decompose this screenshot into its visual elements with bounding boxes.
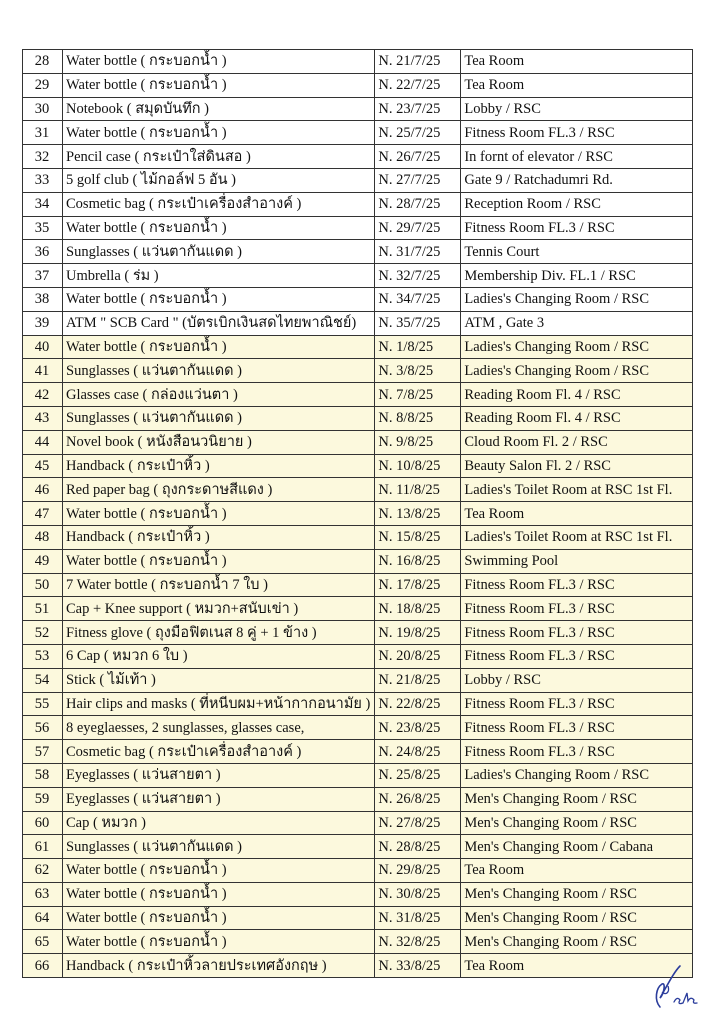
table-row bbox=[23, 264, 693, 288]
found-location: Fitness Room FL.3 / RSC bbox=[461, 621, 693, 645]
found-date-code: N. 17/8/25 bbox=[375, 573, 461, 597]
lost-and-found-table bbox=[22, 49, 693, 978]
table-body bbox=[23, 50, 693, 978]
found-location: Men's Changing Room / RSC bbox=[461, 906, 693, 930]
found-date-code: N. 27/8/25 bbox=[375, 811, 461, 835]
found-date-code: N. 31/8/25 bbox=[375, 906, 461, 930]
table-row bbox=[23, 930, 693, 954]
found-date-code: N. 30/8/25 bbox=[375, 882, 461, 906]
table-row bbox=[23, 97, 693, 121]
row-number: 28 bbox=[23, 50, 63, 74]
found-date-code: N. 23/8/25 bbox=[375, 716, 461, 740]
found-location: Gate 9 / Ratchadumri Rd. bbox=[461, 168, 693, 192]
item-description: Water bottle ( กระบอกน้ำ ) bbox=[63, 906, 375, 930]
item-description: 7 Water bottle ( กระบอกน้ำ 7 ใบ ) bbox=[63, 573, 375, 597]
found-date-code: N. 25/7/25 bbox=[375, 121, 461, 145]
table-row bbox=[23, 621, 693, 645]
found-date-code: N. 29/8/25 bbox=[375, 859, 461, 883]
item-description: 5 golf club ( ไม้กอล์ฟ 5 อัน ) bbox=[63, 168, 375, 192]
row-number: 57 bbox=[23, 740, 63, 764]
item-description: Water bottle ( กระบอกน้ำ ) bbox=[63, 930, 375, 954]
found-location: Fitness Room FL.3 / RSC bbox=[461, 597, 693, 621]
table-row bbox=[23, 906, 693, 930]
found-location: Ladies's Changing Room / RSC bbox=[461, 763, 693, 787]
table-row bbox=[23, 692, 693, 716]
table-row bbox=[23, 73, 693, 97]
found-location: Fitness Room FL.3 / RSC bbox=[461, 644, 693, 668]
handwritten-signature bbox=[640, 962, 710, 1012]
found-date-code: N. 26/7/25 bbox=[375, 145, 461, 169]
found-location: Fitness Room FL.3 / RSC bbox=[461, 216, 693, 240]
item-description: Handback ( กระเป๋าหิ้ว ) bbox=[63, 525, 375, 549]
item-description: Sunglasses ( แว่นตากันแดด ) bbox=[63, 835, 375, 859]
table-row bbox=[23, 882, 693, 906]
found-location: Men's Changing Room / RSC bbox=[461, 811, 693, 835]
item-description: Water bottle ( กระบอกน้ำ ) bbox=[63, 335, 375, 359]
row-number: 52 bbox=[23, 621, 63, 645]
row-number: 56 bbox=[23, 716, 63, 740]
row-number: 59 bbox=[23, 787, 63, 811]
item-description: Water bottle ( กระบอกน้ำ ) bbox=[63, 287, 375, 311]
found-location: Swimming Pool bbox=[461, 549, 693, 573]
found-date-code: N. 13/8/25 bbox=[375, 502, 461, 526]
found-date-code: N. 28/7/25 bbox=[375, 192, 461, 216]
found-location: Membership Div. FL.1 / RSC bbox=[461, 264, 693, 288]
found-location: Tea Room bbox=[461, 954, 693, 978]
found-date-code: N. 32/7/25 bbox=[375, 264, 461, 288]
table-row bbox=[23, 597, 693, 621]
row-number: 39 bbox=[23, 311, 63, 335]
row-number: 46 bbox=[23, 478, 63, 502]
table-row bbox=[23, 668, 693, 692]
row-number: 63 bbox=[23, 882, 63, 906]
table-row bbox=[23, 763, 693, 787]
item-description: Water bottle ( กระบอกน้ำ ) bbox=[63, 216, 375, 240]
item-description: Cosmetic bag ( กระเป๋าเครื่องสำอางค์ ) bbox=[63, 740, 375, 764]
row-number: 65 bbox=[23, 930, 63, 954]
row-number: 58 bbox=[23, 763, 63, 787]
item-description: Notebook ( สมุดบันทึก ) bbox=[63, 97, 375, 121]
item-description: Hair clips and masks ( ที่หนีบผม+หน้ากากอนามัย ) bbox=[63, 692, 375, 716]
table-row bbox=[23, 549, 693, 573]
row-number: 32 bbox=[23, 145, 63, 169]
row-number: 34 bbox=[23, 192, 63, 216]
signature-icon bbox=[640, 962, 710, 1012]
found-date-code: N. 28/8/25 bbox=[375, 835, 461, 859]
found-date-code: N. 16/8/25 bbox=[375, 549, 461, 573]
found-location: Tea Room bbox=[461, 50, 693, 74]
row-number: 30 bbox=[23, 97, 63, 121]
row-number: 53 bbox=[23, 644, 63, 668]
row-number: 40 bbox=[23, 335, 63, 359]
found-location: Lobby / RSC bbox=[461, 668, 693, 692]
row-number: 45 bbox=[23, 454, 63, 478]
table-row bbox=[23, 716, 693, 740]
found-date-code: N. 35/7/25 bbox=[375, 311, 461, 335]
row-number: 50 bbox=[23, 573, 63, 597]
row-number: 62 bbox=[23, 859, 63, 883]
item-description: Cosmetic bag ( กระเป๋าเครื่องสำอางค์ ) bbox=[63, 192, 375, 216]
item-description: Novel book ( หนังสือนวนิยาย ) bbox=[63, 430, 375, 454]
found-date-code: N. 20/8/25 bbox=[375, 644, 461, 668]
item-description: Handback ( กระเป๋าหิ้ว ) bbox=[63, 454, 375, 478]
table-row bbox=[23, 811, 693, 835]
item-description: Pencil case ( กระเป๋าใส่ดินสอ ) bbox=[63, 145, 375, 169]
found-location: Ladies's Changing Room / RSC bbox=[461, 287, 693, 311]
found-date-code: N. 25/8/25 bbox=[375, 763, 461, 787]
found-location: Reception Room / RSC bbox=[461, 192, 693, 216]
item-description: 8 eyeglaesses, 2 sunglasses, glasses case, bbox=[63, 716, 375, 740]
table-row bbox=[23, 430, 693, 454]
table-row bbox=[23, 192, 693, 216]
found-location: Fitness Room FL.3 / RSC bbox=[461, 716, 693, 740]
found-date-code: N. 22/8/25 bbox=[375, 692, 461, 716]
row-number: 54 bbox=[23, 668, 63, 692]
item-description: Eyeglasses ( แว่นสายตา ) bbox=[63, 763, 375, 787]
table-row bbox=[23, 859, 693, 883]
found-location: Ladies's Changing Room / RSC bbox=[461, 335, 693, 359]
found-location: Fitness Room FL.3 / RSC bbox=[461, 740, 693, 764]
found-location: Cloud Room Fl. 2 / RSC bbox=[461, 430, 693, 454]
found-location: Ladies's Toilet Room at RSC 1st Fl. bbox=[461, 525, 693, 549]
table-row bbox=[23, 145, 693, 169]
found-location: Tea Room bbox=[461, 73, 693, 97]
found-location: Fitness Room FL.3 / RSC bbox=[461, 121, 693, 145]
item-description: Sunglasses ( แว่นตากันแดด ) bbox=[63, 359, 375, 383]
item-description: Water bottle ( กระบอกน้ำ ) bbox=[63, 859, 375, 883]
found-date-code: N. 1/8/25 bbox=[375, 335, 461, 359]
found-date-code: N. 9/8/25 bbox=[375, 430, 461, 454]
table-row bbox=[23, 954, 693, 978]
row-number: 36 bbox=[23, 240, 63, 264]
found-date-code: N. 26/8/25 bbox=[375, 787, 461, 811]
found-location: Reading Room Fl. 4 / RSC bbox=[461, 383, 693, 407]
table-row bbox=[23, 835, 693, 859]
found-date-code: N. 34/7/25 bbox=[375, 287, 461, 311]
item-description: Water bottle ( กระบอกน้ำ ) bbox=[63, 121, 375, 145]
item-description: Handback ( กระเป๋าหิ้วลายประเทศอังกฤษ ) bbox=[63, 954, 375, 978]
row-number: 42 bbox=[23, 383, 63, 407]
found-date-code: N. 21/8/25 bbox=[375, 668, 461, 692]
table-row bbox=[23, 168, 693, 192]
item-description: Fitness glove ( ถุงมือฟิตเนส 8 คู่ + 1 ข้าง ) bbox=[63, 621, 375, 645]
row-number: 35 bbox=[23, 216, 63, 240]
table-row bbox=[23, 50, 693, 74]
row-number: 47 bbox=[23, 502, 63, 526]
found-location: ATM , Gate 3 bbox=[461, 311, 693, 335]
row-number: 49 bbox=[23, 549, 63, 573]
item-description: Water bottle ( กระบอกน้ำ ) bbox=[63, 549, 375, 573]
found-location: Men's Changing Room / Cabana bbox=[461, 835, 693, 859]
item-description: Water bottle ( กระบอกน้ำ ) bbox=[63, 882, 375, 906]
table-row bbox=[23, 787, 693, 811]
found-date-code: N. 22/7/25 bbox=[375, 73, 461, 97]
found-date-code: N. 29/7/25 bbox=[375, 216, 461, 240]
item-description: Water bottle ( กระบอกน้ำ ) bbox=[63, 502, 375, 526]
found-date-code: N. 32/8/25 bbox=[375, 930, 461, 954]
table-row bbox=[23, 406, 693, 430]
found-location: Ladies's Changing Room / RSC bbox=[461, 359, 693, 383]
found-location: Fitness Room FL.3 / RSC bbox=[461, 573, 693, 597]
row-number: 51 bbox=[23, 597, 63, 621]
item-description: Cap + Knee support ( หมวก+สนับเข่า ) bbox=[63, 597, 375, 621]
row-number: 66 bbox=[23, 954, 63, 978]
found-date-code: N. 19/8/25 bbox=[375, 621, 461, 645]
row-number: 37 bbox=[23, 264, 63, 288]
found-date-code: N. 33/8/25 bbox=[375, 954, 461, 978]
row-number: 44 bbox=[23, 430, 63, 454]
row-number: 41 bbox=[23, 359, 63, 383]
row-number: 31 bbox=[23, 121, 63, 145]
table-row bbox=[23, 311, 693, 335]
found-location: Tea Room bbox=[461, 502, 693, 526]
row-number: 48 bbox=[23, 525, 63, 549]
table-row bbox=[23, 335, 693, 359]
found-date-code: N. 3/8/25 bbox=[375, 359, 461, 383]
found-location: Tea Room bbox=[461, 859, 693, 883]
item-description: Cap ( หมวก ) bbox=[63, 811, 375, 835]
found-location: Men's Changing Room / RSC bbox=[461, 930, 693, 954]
found-date-code: N. 7/8/25 bbox=[375, 383, 461, 407]
found-location: Tennis Court bbox=[461, 240, 693, 264]
item-description: Red paper bag ( ถุงกระดาษสีแดง ) bbox=[63, 478, 375, 502]
found-date-code: N. 18/8/25 bbox=[375, 597, 461, 621]
found-date-code: N. 15/8/25 bbox=[375, 525, 461, 549]
row-number: 55 bbox=[23, 692, 63, 716]
found-location: In fornt of elevator / RSC bbox=[461, 145, 693, 169]
item-description: Sunglasses ( แว่นตากันแดด ) bbox=[63, 406, 375, 430]
row-number: 43 bbox=[23, 406, 63, 430]
item-description: Water bottle ( กระบอกน้ำ ) bbox=[63, 73, 375, 97]
row-number: 61 bbox=[23, 835, 63, 859]
found-date-code: N. 21/7/25 bbox=[375, 50, 461, 74]
table-row bbox=[23, 740, 693, 764]
found-location: Beauty Salon Fl. 2 / RSC bbox=[461, 454, 693, 478]
found-location: Men's Changing Room / RSC bbox=[461, 882, 693, 906]
found-location: Reading Room Fl. 4 / RSC bbox=[461, 406, 693, 430]
item-description: ATM " SCB Card " (บัตรเบิกเงินสดไทยพาณิชย์) bbox=[63, 311, 375, 335]
found-date-code: N. 27/7/25 bbox=[375, 168, 461, 192]
table-row bbox=[23, 287, 693, 311]
table-row bbox=[23, 121, 693, 145]
table-row bbox=[23, 502, 693, 526]
table-row bbox=[23, 573, 693, 597]
row-number: 33 bbox=[23, 168, 63, 192]
found-date-code: N. 24/8/25 bbox=[375, 740, 461, 764]
table-row bbox=[23, 454, 693, 478]
table-row bbox=[23, 216, 693, 240]
found-date-code: N. 8/8/25 bbox=[375, 406, 461, 430]
found-date-code: N. 23/7/25 bbox=[375, 97, 461, 121]
found-date-code: N. 10/8/25 bbox=[375, 454, 461, 478]
table-row bbox=[23, 525, 693, 549]
item-description: Water bottle ( กระบอกน้ำ ) bbox=[63, 50, 375, 74]
item-description: Umbrella ( ร่ม ) bbox=[63, 264, 375, 288]
found-date-code: N. 31/7/25 bbox=[375, 240, 461, 264]
row-number: 64 bbox=[23, 906, 63, 930]
table-row bbox=[23, 240, 693, 264]
table-row bbox=[23, 644, 693, 668]
found-location: Men's Changing Room / RSC bbox=[461, 787, 693, 811]
item-description: Eyeglasses ( แว่นสายตา ) bbox=[63, 787, 375, 811]
row-number: 38 bbox=[23, 287, 63, 311]
table-row bbox=[23, 478, 693, 502]
table-row bbox=[23, 359, 693, 383]
item-description: Stick ( ไม้เท้า ) bbox=[63, 668, 375, 692]
item-description: Glasses case ( กล่องแว่นตา ) bbox=[63, 383, 375, 407]
found-location: Lobby / RSC bbox=[461, 97, 693, 121]
row-number: 29 bbox=[23, 73, 63, 97]
found-location: Fitness Room FL.3 / RSC bbox=[461, 692, 693, 716]
item-description: Sunglasses ( แว่นตากันแดด ) bbox=[63, 240, 375, 264]
found-location: Ladies's Toilet Room at RSC 1st Fl. bbox=[461, 478, 693, 502]
found-date-code: N. 11/8/25 bbox=[375, 478, 461, 502]
row-number: 60 bbox=[23, 811, 63, 835]
item-description: 6 Cap ( หมวก 6 ใบ ) bbox=[63, 644, 375, 668]
table-row bbox=[23, 383, 693, 407]
